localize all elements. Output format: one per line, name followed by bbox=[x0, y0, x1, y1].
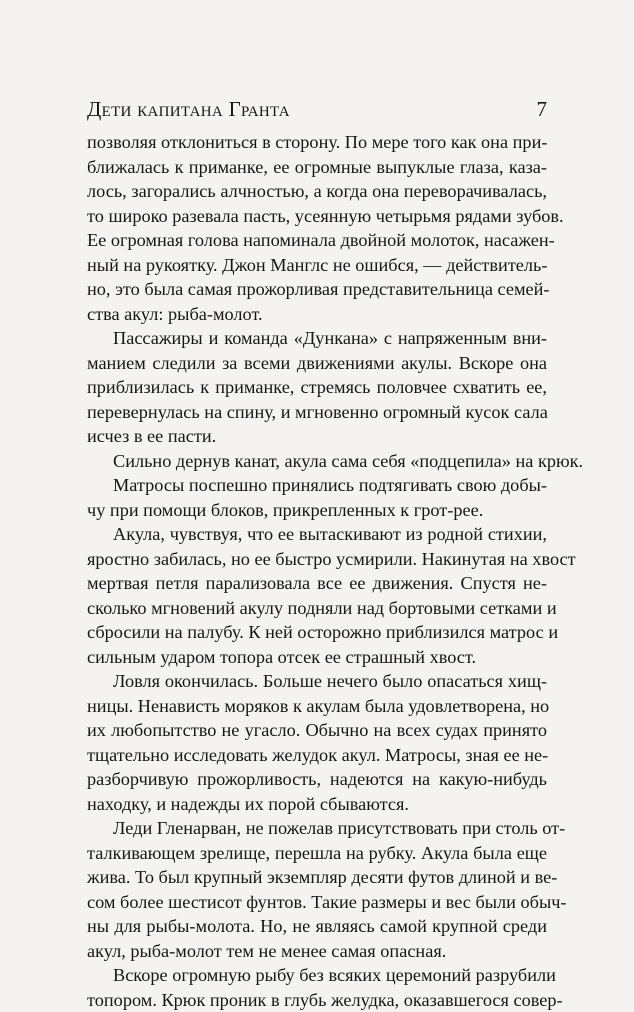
text-line: Вскоре огромную рыбу без всяких церемоний разрубили bbox=[87, 963, 547, 988]
running-head bbox=[87, 94, 547, 124]
text-line: жива. То был крупный экземпляр десяти футов длиной и ве- bbox=[87, 865, 547, 890]
text-line: то широко разевала пасть, усеянную четырьмя рядами зубов. bbox=[87, 204, 547, 229]
text-line: исчез в ее пасти. bbox=[87, 424, 547, 449]
text-line: приблизилась к приманке, стремясь половчее схватить ее, bbox=[87, 375, 547, 400]
text-line: сколько мгновений акулу подняли над бортовыми сетками и bbox=[87, 596, 547, 621]
text-line: манием следили за всеми движениями акулы. Вскоре она bbox=[87, 351, 547, 376]
text-line: Акула, чувствуя, что ее вытаскивают из родной стихии, bbox=[87, 522, 547, 547]
text-line: сильным ударом топора отсек ее страшный хвост. bbox=[87, 645, 547, 670]
text-line: ницы. Ненависть моряков к акулам была удовлетворена, но bbox=[87, 694, 547, 719]
text-line: чу при помощи блоков, прикрепленных к грот-рее. bbox=[87, 498, 547, 523]
text-line: но, это была самая прожорливая представительница семей- bbox=[87, 277, 547, 302]
text-line: яростно забилась, но ее быстро усмирили. Накинутая на хвост bbox=[87, 547, 547, 572]
text-line: ства акул: рыба-молот. bbox=[87, 302, 547, 327]
running-title: Дети капитана Гранта bbox=[87, 94, 290, 124]
text-line: находку, и надежды их порой сбываются. bbox=[87, 792, 547, 817]
text-line: перевернулась на спину, и мгновенно огромный кусок сала bbox=[87, 400, 547, 425]
text-line: Ловля окончилась. Больше нечего было опасаться хищ- bbox=[87, 669, 547, 694]
text-line: их любопытство не угасло. Обычно на всех судах принято bbox=[87, 718, 547, 743]
text-line: разборчивую прожорливость, надеются на какую-нибудь bbox=[87, 767, 547, 792]
text-line: ближалась к приманке, ее огромные выпуклые глаза, каза- bbox=[87, 155, 547, 180]
text-line: ны для рыбы-молота. Но, не являясь самой крупной среди bbox=[87, 914, 547, 939]
text-line: сбросили на палубу. К ней осторожно приблизился матрос и bbox=[87, 620, 547, 645]
text-line: Пассажиры и команда «Дункана» с напряженным вни- bbox=[87, 326, 547, 351]
text-line: тщательно исследовать желудок акул. Матросы, зная ее не- bbox=[87, 743, 547, 768]
body-text bbox=[87, 130, 547, 1012]
text-line: мертвая петля парализовала все ее движения. Спустя не- bbox=[87, 571, 547, 596]
text-line: топором. Крюк проник в глубь желудка, оказавшегося совер- bbox=[87, 988, 547, 1012]
text-line: талкивающем зрелище, перешла на рубку. Акула была еще bbox=[87, 841, 547, 866]
text-line: позволяя отклониться в сторону. По мере того как она при- bbox=[87, 130, 547, 155]
text-line: акул, рыба-молот тем не менее самая опасная. bbox=[87, 939, 547, 964]
text-line: Ее огромная голова напоминала двойной молоток, насажен- bbox=[87, 228, 547, 253]
text-line: Сильно дернув канат, акула сама себя «подцепила» на крюк. bbox=[87, 449, 547, 474]
text-line: ный на рукоятку. Джон Манглс не ошибся, — действитель- bbox=[87, 253, 547, 278]
text-line: Леди Гленарван, не пожелав присутствовать при столь от- bbox=[87, 816, 547, 841]
page-number: 7 bbox=[537, 94, 548, 124]
text-line: лось, загорались алчностью, а когда она переворачивалась, bbox=[87, 179, 547, 204]
text-line: Матросы поспешно принялись подтягивать свою добы- bbox=[87, 473, 547, 498]
text-line: сом более шестисот фунтов. Такие размеры и вес были обыч- bbox=[87, 890, 547, 915]
